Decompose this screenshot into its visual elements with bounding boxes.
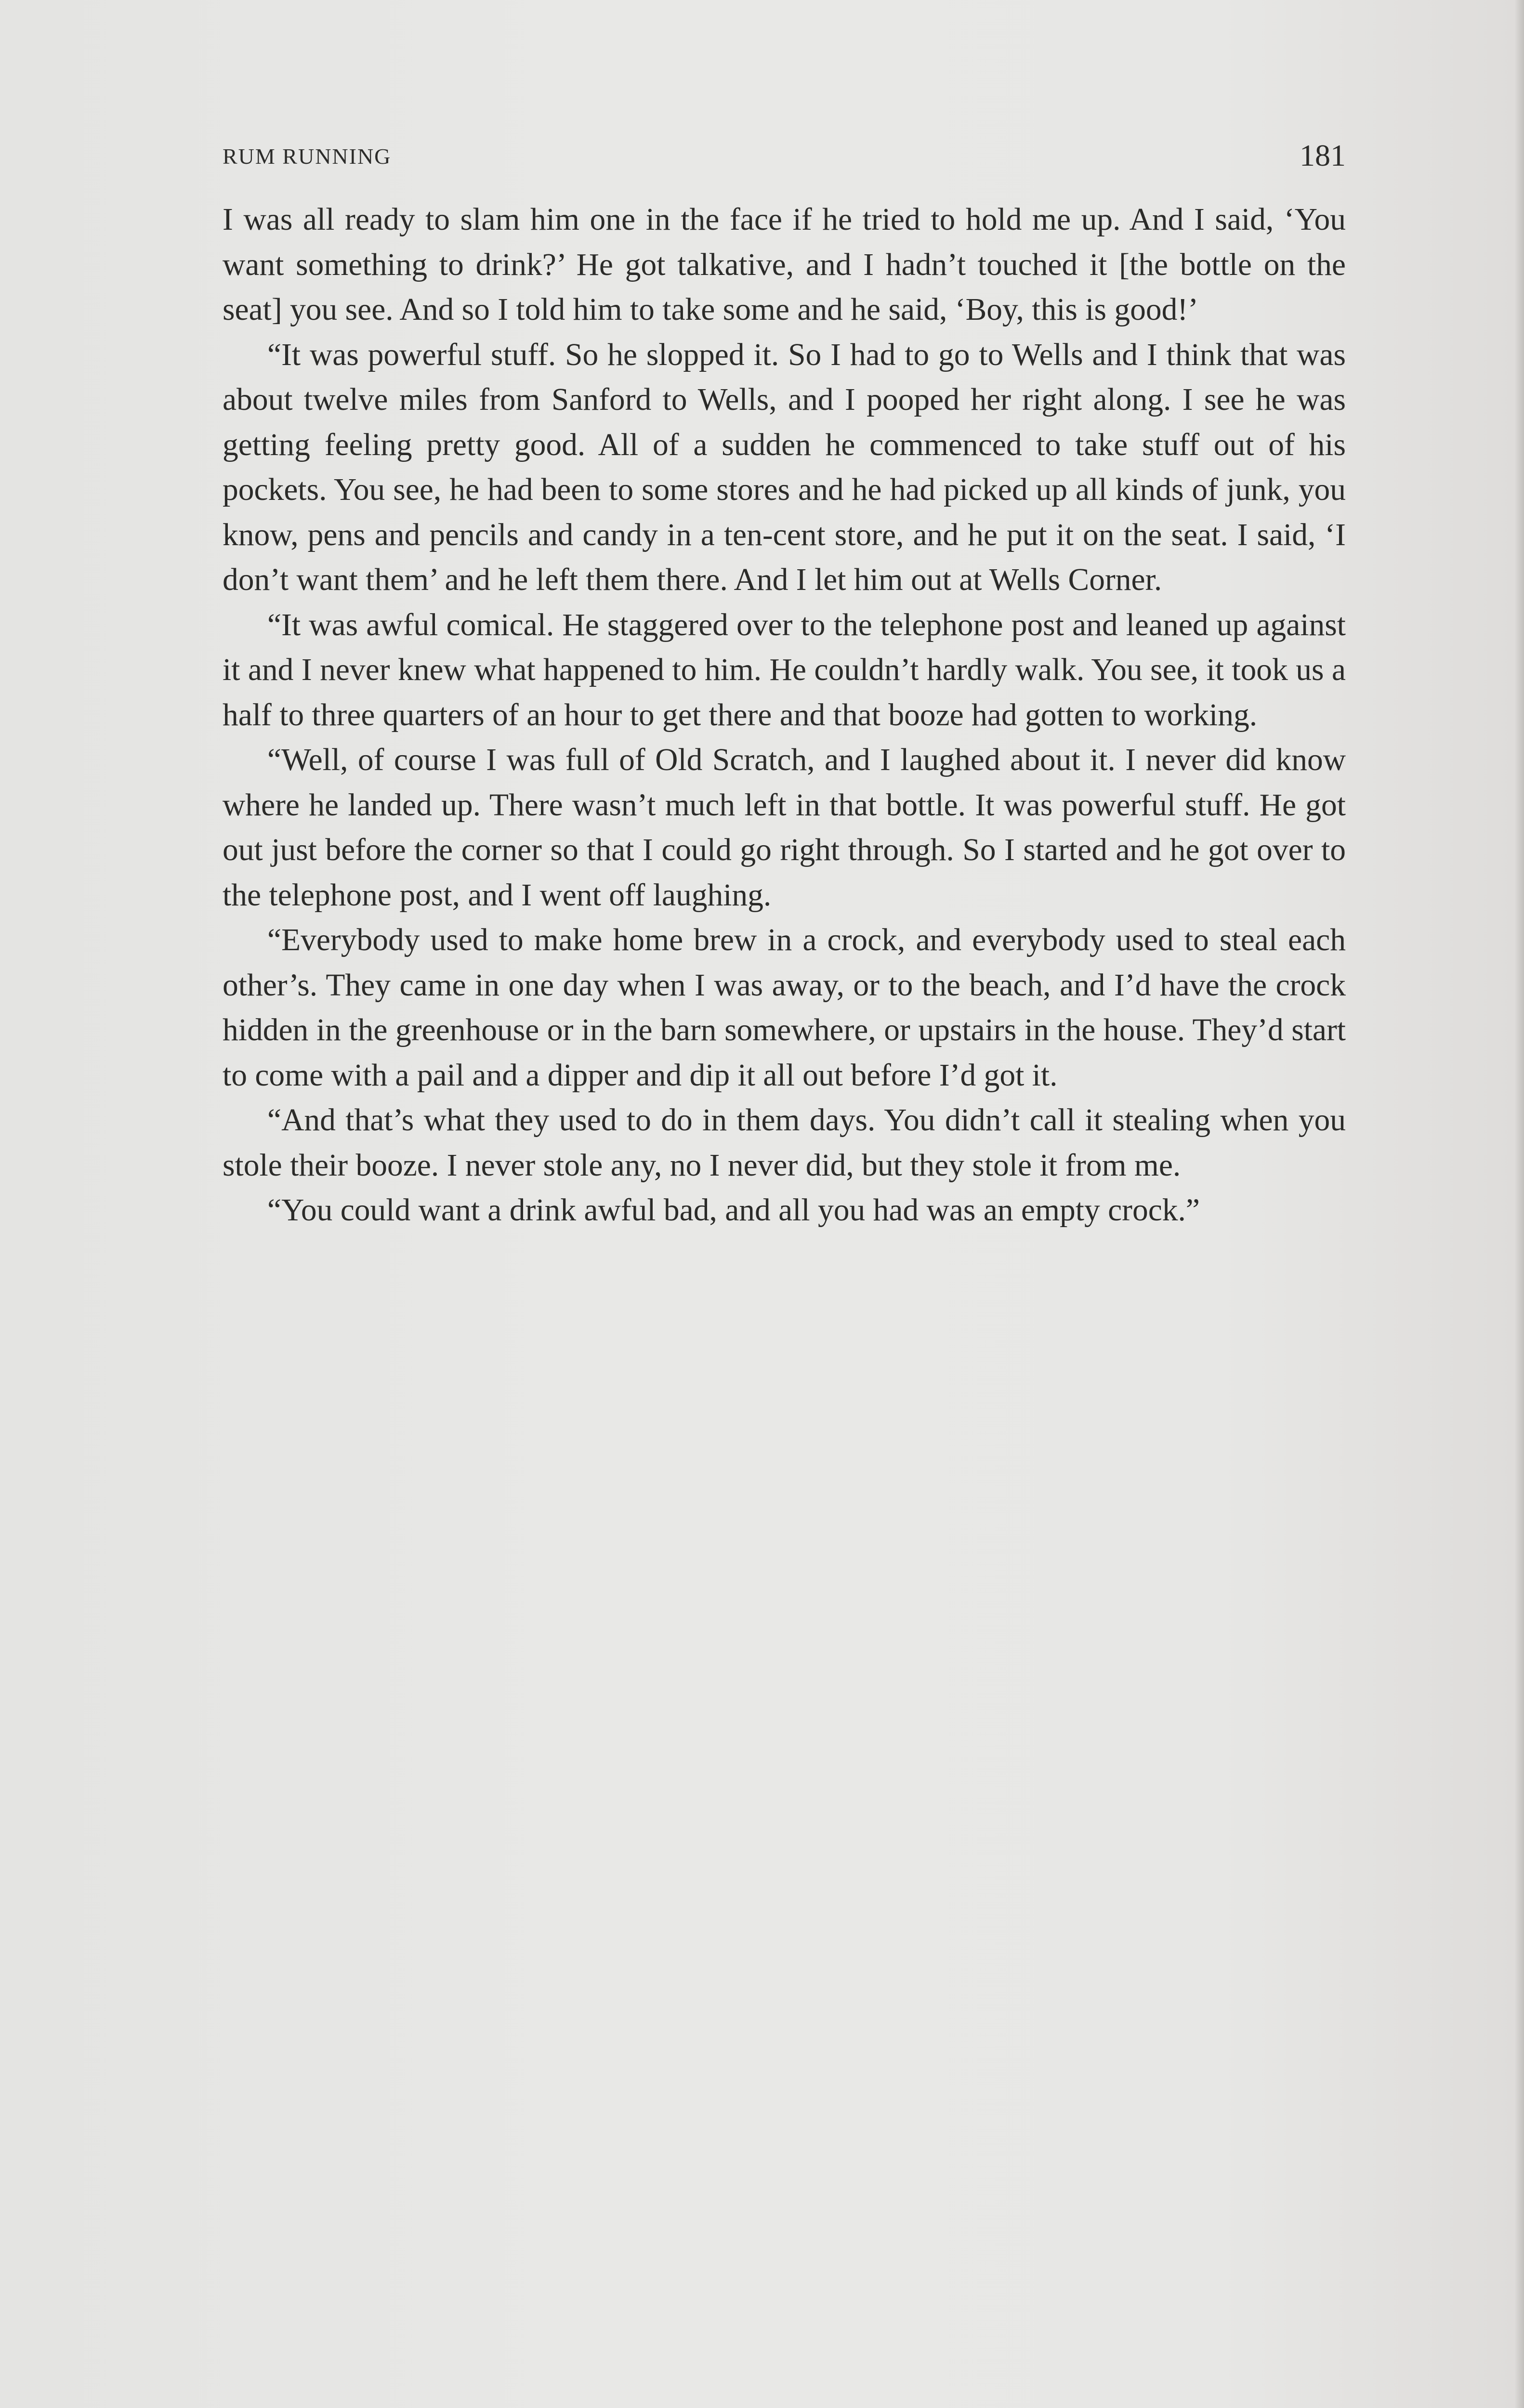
page-edge-shadow [1514, 0, 1524, 2408]
paragraph: I was all ready to slam him one in the face if he tried to hold me up. And I said, ‘You want something to drink?’ He got talkative, and I hadn’t touched it [the bottle on the seat] you see. And so I told him to take some and he said, ‘Boy, this is good!’ [223, 202, 1346, 327]
paragraph: “Everybody used to make home brew in a crock, and everybody used to steal each other’s. They came in one day when I was away, or to the beach, and I’d have the crock hidden in the greenhouse or in the barn somewhere, or upstairs in the house. They’d start to come with a pail and a dipper and dip it all out before I’d got it. [223, 923, 1346, 1093]
paragraph: “And that’s what they used to do in them days. You didn’t call it stealing when you stole their booze. I never stole any, no I never did, but they stole it from me. [223, 1103, 1346, 1183]
paragraph: “Well, of course I was full of Old Scratch, and I laughed about it. I never did know where he landed up. There wasn’t much left in that bottle. It was powerful stuff. He got out just before the corner so that I could go right through. So I started and he got over to the telephone post, and I went off laughing. [223, 743, 1346, 913]
paragraph: “It was awful comical. He staggered over to the telephone post and leaned up against it and I never knew what happened to him. He couldn’t hardly walk. You see, it took us a half to three quarters of an hour to get there and that booze had gotten to working. [223, 607, 1346, 733]
paragraph: “It was powerful stuff. So he slopped it. So I had to go to Wells and I think that was about twelve miles from Sanford to Wells, and I pooped her right along. I see he was getting feeling pretty good. All of a sudden he commenced to take stuff out of his pockets. You see, he had been to some stores and he had picked up all kinds of junk, you know, pens and pencils and candy in a ten-cent store, and he put it on the seat. I said, ‘I don’t want them’ and he left them there. And I let him out at Wells Corner. [223, 337, 1346, 597]
paragraph: “You could want a drink awful bad, and all you had was an empty crock.” [267, 1193, 1200, 1228]
running-title: RUM RUNNING [223, 144, 392, 169]
running-head [223, 138, 1346, 176]
page-number: 181 [1300, 138, 1346, 172]
body-text [223, 197, 1346, 1233]
